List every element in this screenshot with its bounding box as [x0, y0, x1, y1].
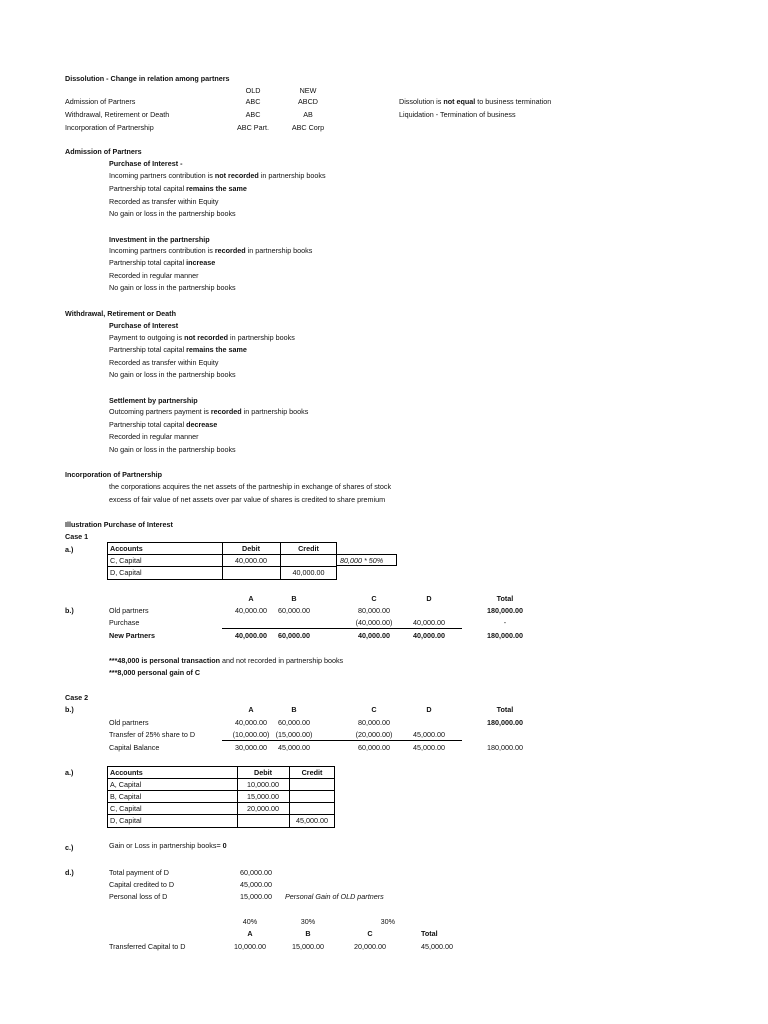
- intro-row-label: Withdrawal, Retirement or Death: [65, 110, 170, 119]
- schedule-row-label: Transfer of 25% share to D: [109, 730, 196, 739]
- col-header-c: C: [371, 705, 377, 714]
- col-header-d: D: [426, 705, 432, 714]
- transfer-cell: 15,000.00: [292, 942, 324, 951]
- journal-header-debit: Debit: [242, 544, 260, 553]
- schedule-cell: 80,000.00: [358, 606, 390, 615]
- d-row-label: Capital credited to D: [109, 880, 175, 889]
- schedule-row-label: New Partners: [109, 631, 155, 640]
- incorporation-heading: Incorporation of Partnership: [65, 470, 163, 479]
- bullet-line: Payment to outgoing is not recorded in partnership books: [109, 333, 295, 342]
- col-header-d: D: [426, 594, 432, 603]
- case2-c-label: c.): [65, 843, 74, 852]
- schedule-row-label: Purchase: [109, 618, 140, 627]
- settlement-title: Settlement by partnership: [109, 396, 198, 405]
- d-row-value: 60,000.00: [240, 868, 272, 877]
- doc-title: Dissolution - Change in relation among partners: [65, 74, 230, 83]
- intro-row-label: Admission of Partners: [65, 97, 136, 106]
- intro-row-new: AB: [303, 110, 313, 119]
- bullet-line: Partnership total capital increase: [109, 258, 216, 267]
- transfer-cell: 20,000.00: [354, 942, 386, 951]
- journal-account: A, Capital: [110, 780, 142, 789]
- sum-rule: [222, 628, 462, 629]
- intro-row-label: Incorporation of Partnership: [65, 123, 154, 132]
- bullet-line: No gain or loss in the partnership books: [109, 445, 236, 454]
- journal-account: B, Capital: [110, 792, 142, 801]
- schedule-cell: 40,000.00: [235, 631, 267, 640]
- col-header-total: Total: [496, 594, 514, 603]
- dissolution-note: Dissolution is not equal to business termination: [399, 97, 552, 106]
- journal-debit: 10,000.00: [247, 780, 279, 789]
- col-header-a: A: [247, 929, 253, 938]
- schedule-row-label: Capital Balance: [109, 743, 160, 752]
- bullet-line: Recorded as transfer within Equity: [109, 197, 219, 206]
- schedule-cell: 60,000.00: [358, 743, 390, 752]
- gain-loss-text: Gain or Loss in partnership books= 0: [109, 841, 227, 850]
- schedule-cell: 60,000.00: [278, 606, 310, 615]
- bullet-line: No gain or loss in the partnership books: [109, 370, 236, 379]
- transfer-row-label: Transferred Capital to D: [109, 942, 186, 951]
- journal-header-accounts: Accounts: [110, 544, 143, 553]
- schedule-cell: 80,000.00: [358, 718, 390, 727]
- journal-account: C, Capital: [110, 804, 142, 813]
- pct-b: 30%: [300, 917, 316, 926]
- schedule-cell: 180,000.00: [487, 718, 523, 727]
- case2-b-label: b.): [65, 705, 74, 714]
- journal-header-debit: Debit: [254, 768, 272, 777]
- schedule-cell: 40,000.00: [413, 618, 445, 627]
- d-row-value: 45,000.00: [240, 880, 272, 889]
- pct-a: 40%: [242, 917, 258, 926]
- intro-row-new: ABC Corp: [291, 123, 325, 132]
- journal-header-credit: Credit: [301, 768, 323, 777]
- col-header-a: A: [248, 705, 254, 714]
- transfer-cell: 45,000.00: [421, 942, 453, 951]
- bullet-line: the corporations acquires the net assets of the partneship in exchange of shares of stock: [109, 482, 392, 491]
- table-rule: [107, 814, 335, 815]
- bullet-line: Partnership total capital remains the same: [109, 184, 247, 193]
- sum-rule: [222, 740, 462, 741]
- investment-title: Investment in the partnership: [109, 235, 210, 244]
- bullet-line: Recorded in regular manner: [109, 432, 199, 441]
- bullet-line: Partnership total capital remains the same: [109, 345, 247, 354]
- bullet-line: Partnership total capital decrease: [109, 420, 218, 429]
- intro-row-old: ABC: [245, 97, 261, 106]
- journal-header-credit: Credit: [298, 544, 319, 553]
- schedule-cell: (20,000.00): [355, 730, 393, 739]
- case2-label: Case 2: [65, 693, 89, 702]
- journal-account: D, Capital: [110, 816, 142, 825]
- case1-label: Case 1: [65, 532, 89, 541]
- bullet-line: No gain or loss in the partnership books: [109, 209, 236, 218]
- schedule-cell: 180,000.00: [487, 631, 523, 640]
- col-header-b: B: [291, 594, 297, 603]
- journal-account: C, Capital: [110, 556, 142, 565]
- case1-b-label: b.): [65, 606, 74, 615]
- d-row-label: Total payment of D: [109, 868, 169, 877]
- table-rule: [107, 802, 335, 803]
- pct-c: 30%: [380, 917, 395, 926]
- purchase-title: Purchase of Interest -: [109, 159, 183, 168]
- schedule-cell: (10,000.00): [232, 730, 270, 739]
- admission-heading: Admission of Partners: [65, 147, 142, 156]
- schedule-cell: 60,000.00: [278, 718, 310, 727]
- schedule-cell: -: [503, 618, 507, 627]
- schedule-cell: 45,000.00: [278, 743, 310, 752]
- col-header-c: C: [367, 929, 373, 938]
- bullet-line: Outcoming partners payment is recorded in partnership books: [109, 407, 309, 416]
- schedule-cell: (15,000.00): [275, 730, 313, 739]
- withdrawal-heading: Withdrawal, Retirement or Death: [65, 309, 176, 318]
- transfer-cell: 10,000.00: [234, 942, 266, 951]
- col-header-b: B: [305, 929, 311, 938]
- personal-transaction-note: ***48,000 is personal transaction and not recorded in partnership books: [109, 656, 344, 665]
- table-rule: [107, 790, 335, 791]
- schedule-cell: 180,000.00: [487, 606, 523, 615]
- schedule-row-label: Old partners: [109, 606, 149, 615]
- formula-note: 80,000 * 50%: [340, 556, 384, 565]
- case2-d-label: d.): [65, 868, 74, 877]
- journal-header-accounts: Accounts: [110, 768, 143, 777]
- schedule-cell: 40,000.00: [235, 718, 267, 727]
- schedule-cell: 40,000.00: [358, 631, 390, 640]
- schedule-cell: (40,000.00): [355, 618, 393, 627]
- table-rule: [107, 778, 335, 779]
- col-header-total: Total: [496, 705, 514, 714]
- col-header-total: Total: [421, 929, 438, 938]
- d-row-label: Personal loss of D: [109, 892, 168, 901]
- schedule-row-label: Old partners: [109, 718, 149, 727]
- bullet-line: Incoming partners contribution is recorded in partnership books: [109, 246, 313, 255]
- bullet-line: Incoming partners contribution is not recorded in partnership books: [109, 171, 326, 180]
- old-header: OLD: [245, 86, 261, 95]
- intro-row-old: ABC Part.: [237, 123, 269, 132]
- personal-gain-note: ***8,000 personal gain of C: [109, 668, 201, 677]
- case1-a-label: a.): [65, 545, 74, 554]
- col-header-a: A: [248, 594, 254, 603]
- case2-a-label: a.): [65, 768, 74, 777]
- schedule-cell: 60,000.00: [278, 631, 310, 640]
- journal-debit: 40,000.00: [235, 556, 267, 565]
- schedule-cell: 45,000.00: [413, 730, 445, 739]
- schedule-cell: 30,000.00: [235, 743, 267, 752]
- schedule-cell: 180,000.00: [487, 743, 523, 752]
- intro-row-new: ABCD: [298, 97, 318, 106]
- col-header-c: C: [371, 594, 377, 603]
- schedule-cell: 40,000.00: [235, 606, 267, 615]
- journal-credit: 40,000.00: [292, 568, 325, 577]
- schedule-cell: 45,000.00: [413, 743, 445, 752]
- bullet-line: Recorded as transfer within Equity: [109, 358, 219, 367]
- journal-debit: 20,000.00: [247, 804, 279, 813]
- d-row-value: 15,000.00: [240, 892, 272, 901]
- intro-row-old: ABC: [245, 110, 261, 119]
- new-header: NEW: [299, 86, 317, 95]
- journal-debit: 15,000.00: [247, 792, 279, 801]
- bullet-line: Recorded in regular manner: [109, 271, 199, 280]
- personal-gain-old-note: Personal Gain of OLD partners: [285, 892, 384, 901]
- liquidation-note: Liquidation - Termination of business: [399, 110, 516, 119]
- illustration-heading: Illustration Purchase of Interest: [65, 520, 173, 529]
- bullet-line: No gain or loss in the partnership books: [109, 283, 236, 292]
- journal-account: D, Capital: [110, 568, 142, 577]
- journal-credit: 45,000.00: [296, 816, 328, 825]
- purchase-title: Purchase of Interest: [109, 321, 179, 330]
- schedule-cell: 40,000.00: [413, 631, 445, 640]
- bullet-line: excess of fair value of net assets over par value of shares is credited to share premium: [109, 495, 386, 504]
- col-header-b: B: [291, 705, 297, 714]
